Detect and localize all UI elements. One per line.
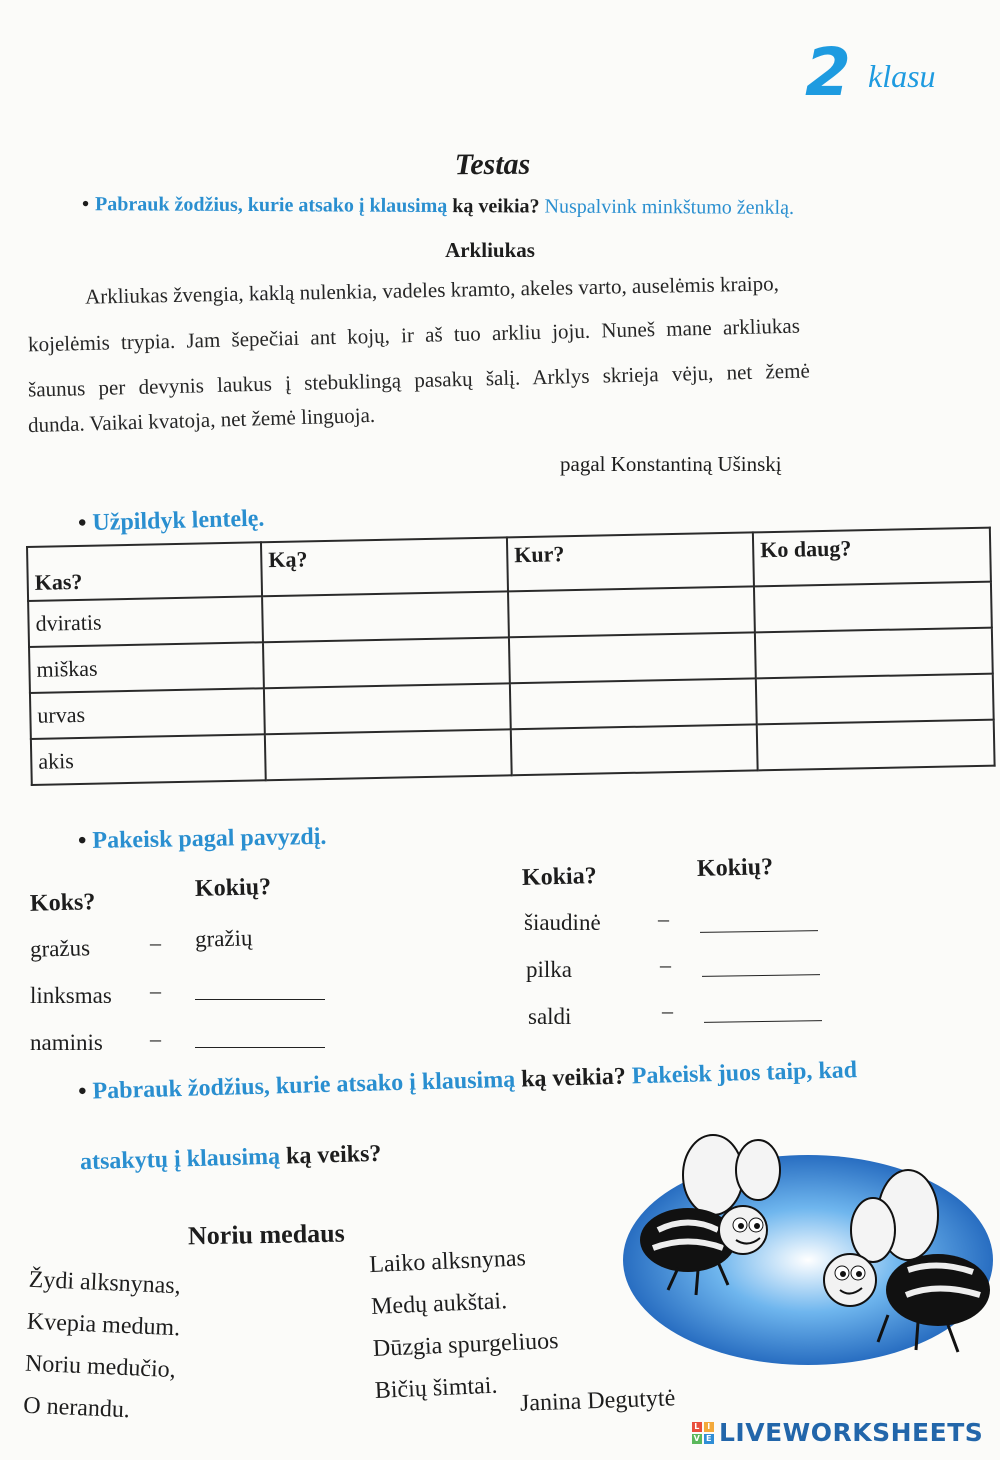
page-title: Testas <box>454 147 531 182</box>
dash: – <box>660 952 671 977</box>
answer-cell[interactable] <box>510 678 757 729</box>
header-kur: Kur? <box>507 532 754 591</box>
answer-blank[interactable] <box>700 929 818 933</box>
right-word: saldi <box>528 1004 572 1029</box>
answer-cell[interactable] <box>509 632 756 683</box>
row-word: miškas <box>29 642 264 693</box>
row-word: dviratis <box>28 596 263 647</box>
logo-letter: L <box>692 1422 702 1432</box>
liveworksheets-logo <box>692 1418 983 1447</box>
bullet-icon: • <box>77 510 87 537</box>
bees-illustration <box>618 1130 1000 1380</box>
task4-question1: ką veikia? <box>520 1063 627 1093</box>
answer-cell[interactable] <box>756 674 994 725</box>
answer-cell[interactable] <box>262 591 509 642</box>
story-title: Arkliukas <box>445 238 535 262</box>
answer-blank[interactable] <box>195 998 325 1000</box>
answer-cell[interactable] <box>755 628 993 679</box>
row-word: akis <box>31 734 266 785</box>
poem-author: Janina Degutytė <box>519 1385 676 1417</box>
left-word: naminis <box>30 1030 103 1055</box>
answer-blank[interactable] <box>195 1046 325 1048</box>
task4-part2: Pakeisk juos taip, kad <box>631 1057 858 1090</box>
task1-part1: Pabrauk žodžius, kurie atsako į klausimą <box>94 193 448 218</box>
logo-icon <box>692 1422 714 1444</box>
task4-instruction-line1 <box>78 1057 858 1106</box>
header-kas: Kas? <box>27 542 262 601</box>
poem-left-stanza <box>22 1259 182 1434</box>
task4-question2: ką veiks? <box>285 1140 382 1170</box>
answer-cell[interactable] <box>508 586 755 637</box>
header-ko-daug: Ko daug? <box>753 528 991 587</box>
story-line: Arkliukas žvengia, kaklą nulenkia, vadeles kramto, akeles varto, auselėmis kraipo, <box>84 271 780 309</box>
poem-title: Noriu medaus <box>187 1218 345 1251</box>
poem-line: Laiko alksnynas <box>368 1245 527 1279</box>
task4-part3: atsakytų į klausimą <box>79 1143 281 1176</box>
dash: – <box>150 930 161 955</box>
story-line: šaunus per devynis laukus į stebuklingą pasakų šalį. Arklys skrieja vėju, net žemė <box>27 358 811 402</box>
poem-line: Bičių šimtai. <box>374 1372 498 1404</box>
bullet-icon: • <box>77 1078 87 1105</box>
row-word: urvas <box>30 688 265 739</box>
dash: – <box>150 1026 161 1051</box>
poem-line: Kvepia medum. <box>26 1308 181 1342</box>
story-line: dunda. Vaikai kvatoja, net žemė linguoja. <box>27 402 376 438</box>
answer-cell[interactable] <box>511 724 758 775</box>
logo-letter: V <box>693 1433 701 1443</box>
answer-table <box>26 527 996 786</box>
answer-cell[interactable] <box>265 729 512 780</box>
right-word: šiaudinė <box>524 910 601 935</box>
dash: – <box>658 906 669 931</box>
answer-blank[interactable] <box>702 973 820 977</box>
task3-instruction <box>78 824 327 855</box>
poem-right-stanza <box>368 1236 561 1412</box>
answer-cell[interactable] <box>264 683 511 734</box>
logo-letter: I <box>704 1422 714 1432</box>
left-answer: gražių <box>194 925 253 952</box>
task4-part1: Pabrauk žodžius, kurie atsako į klausimą <box>92 1066 516 1105</box>
answer-cell[interactable] <box>754 582 992 633</box>
poem-line: Noriu medučio, <box>24 1350 177 1384</box>
bullet-icon: • <box>77 828 87 855</box>
task1-part2: Nuspalvink minkštumo ženklą. <box>544 195 795 219</box>
dash: – <box>150 978 161 1003</box>
grade-word: klasu <box>868 58 936 94</box>
poem-line: Žydi alksnynas, <box>28 1266 182 1300</box>
task1-instruction <box>82 193 794 220</box>
task2-instruction <box>78 506 265 538</box>
answer-blank[interactable] <box>704 1019 822 1023</box>
brand-text: LIVEWORKSHEETS <box>719 1418 984 1447</box>
answer-cell[interactable] <box>757 720 995 771</box>
task2-text: Užpildyk lentelę. <box>92 505 265 537</box>
story-source: pagal Konstantiną Ušinskį <box>560 452 782 476</box>
poem-line: O nerandu. <box>22 1392 131 1424</box>
grade-number: 2 <box>805 34 851 111</box>
task3-text: Pakeisk pagal pavyzdį. <box>92 823 327 854</box>
poem-line: Dūzgia spurgeliuos <box>372 1327 559 1363</box>
task1-question: ką veikia? <box>452 195 540 218</box>
right-header-kokia: Kokia? <box>521 863 598 891</box>
right-word: pilka <box>526 957 572 982</box>
left-header-kokiu: Kokių? <box>194 874 272 902</box>
story-line: kojelėmis trypia. Jam šepečiai ant kojų, ir aš tuo arkliu joju. Nuneš mane arkliukas <box>27 313 801 357</box>
answer-cell[interactable] <box>263 637 510 688</box>
logo-letter: E <box>704 1434 714 1444</box>
poem-line: Medų aukštai. <box>370 1288 508 1321</box>
left-word: linksmas <box>30 983 112 1008</box>
right-header-kokiu: Kokių? <box>696 854 774 882</box>
left-header-koks: Koks? <box>29 889 96 917</box>
left-word: gražus <box>29 935 91 962</box>
bullet-icon: • <box>81 193 90 216</box>
dash: – <box>662 998 673 1023</box>
task4-instruction-line2 <box>80 1141 382 1176</box>
header-ka: Ką? <box>261 537 508 596</box>
